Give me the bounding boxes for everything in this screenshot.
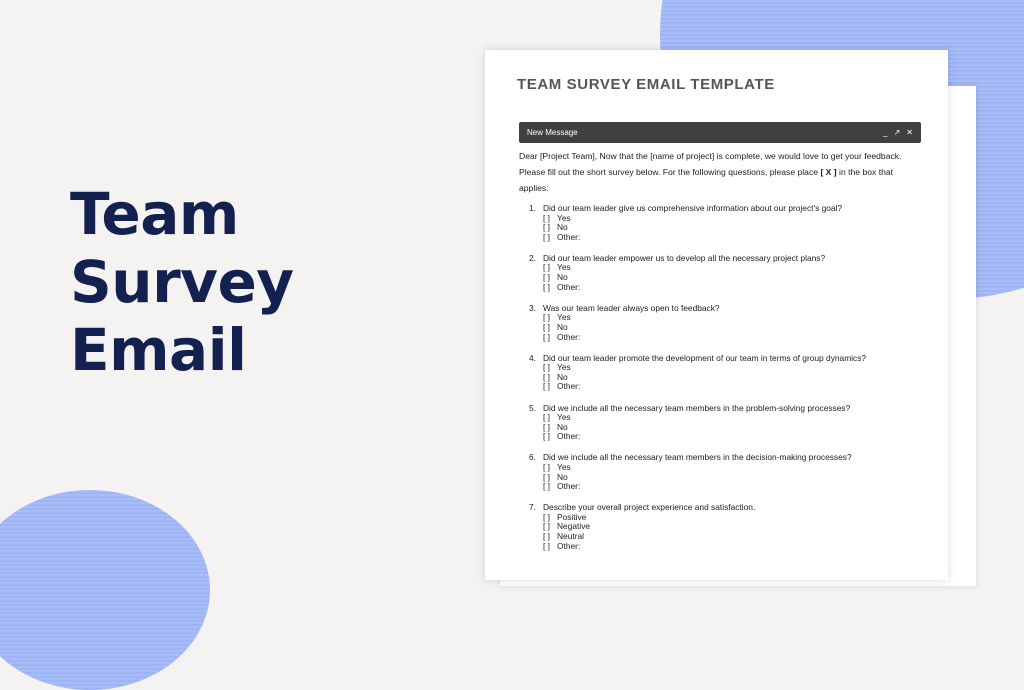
question-text: Did our team leader empower us to develop all the necessary project plans? bbox=[543, 252, 826, 263]
question-line bbox=[529, 204, 921, 214]
answer-option-list bbox=[529, 363, 921, 392]
question-text: Did our team leader give us comprehensive information about our project's goal? bbox=[543, 203, 843, 213]
survey-question bbox=[529, 503, 921, 551]
answer-option-list bbox=[529, 413, 921, 442]
answer-checkbox[interactable]: [ ] bbox=[543, 481, 550, 492]
answer-option[interactable] bbox=[543, 473, 921, 483]
answer-checkbox[interactable]: [ ] bbox=[543, 511, 550, 522]
answer-option[interactable] bbox=[543, 313, 921, 323]
email-body-intro[interactable] bbox=[519, 148, 923, 196]
compose-window-header[interactable] bbox=[519, 122, 921, 143]
answer-option-label: Other: bbox=[557, 331, 581, 342]
answer-option-label: No bbox=[557, 421, 568, 432]
answer-option-label: Other: bbox=[557, 231, 581, 242]
survey-question bbox=[529, 254, 921, 292]
answer-option-label: Yes bbox=[557, 212, 571, 223]
survey-question bbox=[529, 404, 921, 442]
answer-option[interactable] bbox=[543, 263, 921, 273]
answer-option-label: Positive bbox=[557, 511, 587, 522]
survey-question bbox=[529, 453, 921, 491]
answer-option-list bbox=[529, 313, 921, 342]
answer-option[interactable] bbox=[543, 413, 921, 423]
answer-checkbox[interactable]: [ ] bbox=[543, 412, 550, 423]
answer-option[interactable] bbox=[543, 513, 921, 523]
answer-checkbox[interactable]: [ ] bbox=[543, 262, 550, 273]
answer-option[interactable] bbox=[543, 432, 921, 442]
answer-checkbox[interactable]: [ ] bbox=[543, 212, 550, 223]
answer-option-label: Yes bbox=[557, 461, 571, 472]
answer-option-label: Yes bbox=[557, 262, 571, 273]
question-text: Was our team leader always open to feedback? bbox=[543, 302, 720, 313]
answer-option[interactable] bbox=[543, 373, 921, 383]
answer-option[interactable] bbox=[543, 382, 921, 392]
minimize-icon[interactable]: _ bbox=[883, 127, 888, 137]
answer-checkbox[interactable]: [ ] bbox=[543, 421, 550, 432]
expand-icon[interactable]: ↗ bbox=[893, 127, 901, 137]
intro-mark: [ X ] bbox=[820, 167, 837, 177]
answer-option-label: Other: bbox=[557, 481, 581, 492]
question-text: Did we include all the necessary team members in the problem-solving processes? bbox=[543, 402, 851, 413]
answer-checkbox[interactable]: [ ] bbox=[543, 461, 550, 472]
answer-checkbox[interactable]: [ ] bbox=[543, 331, 550, 342]
answer-checkbox[interactable]: [ ] bbox=[543, 312, 550, 323]
answer-checkbox[interactable]: [ ] bbox=[543, 321, 550, 332]
answer-checkbox[interactable]: [ ] bbox=[543, 471, 550, 482]
answer-option-label: Other: bbox=[557, 540, 581, 551]
question-line bbox=[529, 503, 921, 513]
document-page bbox=[485, 50, 948, 580]
answer-option-list bbox=[529, 263, 921, 292]
hero-title bbox=[70, 180, 294, 384]
hero-title-line: Survey bbox=[70, 248, 294, 316]
question-text: Did we include all the necessary team members in the decision-making processes? bbox=[543, 452, 852, 463]
answer-option-list bbox=[529, 214, 921, 243]
question-number: 3. bbox=[529, 302, 536, 313]
close-icon[interactable]: ✕ bbox=[906, 127, 913, 137]
question-number: 4. bbox=[529, 352, 536, 363]
answer-option-label: Yes bbox=[557, 312, 571, 323]
answer-option[interactable] bbox=[543, 233, 921, 243]
survey-question-list bbox=[529, 204, 921, 563]
answer-option[interactable] bbox=[543, 463, 921, 473]
answer-option-label: Yes bbox=[557, 362, 571, 373]
answer-option-label: No bbox=[557, 321, 568, 332]
decorative-blob-bottom bbox=[0, 490, 210, 690]
question-text: Did our team leader promote the development of our team in terms of group dynamics? bbox=[543, 352, 867, 363]
answer-option-label: Yes bbox=[557, 412, 571, 423]
answer-option[interactable] bbox=[543, 273, 921, 283]
answer-option[interactable] bbox=[543, 482, 921, 492]
question-number: 2. bbox=[529, 252, 536, 263]
answer-option[interactable] bbox=[543, 542, 921, 552]
question-line bbox=[529, 453, 921, 463]
survey-question bbox=[529, 354, 921, 392]
question-line bbox=[529, 254, 921, 264]
answer-option-label: No bbox=[557, 272, 568, 283]
answer-option-label: No bbox=[557, 222, 568, 233]
question-text: Describe your overall project experience and satisfaction. bbox=[543, 502, 756, 513]
compose-window-title: New Message bbox=[527, 128, 578, 137]
question-number: 6. bbox=[529, 452, 536, 463]
question-line bbox=[529, 304, 921, 314]
answer-option[interactable] bbox=[543, 323, 921, 333]
answer-checkbox[interactable]: [ ] bbox=[543, 272, 550, 283]
answer-option-label: No bbox=[557, 371, 568, 382]
answer-checkbox[interactable]: [ ] bbox=[543, 371, 550, 382]
answer-option-label: No bbox=[557, 471, 568, 482]
answer-option[interactable] bbox=[543, 283, 921, 293]
intro-text-end: in the box that applies: bbox=[519, 167, 894, 193]
intro-text: Dear [Project Team], Now that the [name of project] is complete, we would love to get your feedback. Please fill out the short survey below. For the following questions, please place bbox=[519, 151, 902, 177]
question-line bbox=[529, 354, 921, 364]
survey-question bbox=[529, 304, 921, 342]
question-number: 7. bbox=[529, 502, 536, 513]
answer-option-label: Other: bbox=[557, 381, 581, 392]
answer-checkbox[interactable]: [ ] bbox=[543, 381, 550, 392]
answer-checkbox[interactable]: [ ] bbox=[543, 431, 550, 442]
answer-option[interactable] bbox=[543, 214, 921, 224]
answer-option-label: Other: bbox=[557, 431, 581, 442]
answer-checkbox[interactable]: [ ] bbox=[543, 521, 550, 532]
document-title: TEAM SURVEY EMAIL TEMPLATE bbox=[517, 76, 775, 93]
answer-checkbox[interactable]: [ ] bbox=[543, 231, 550, 242]
answer-checkbox[interactable]: [ ] bbox=[543, 540, 550, 551]
answer-option[interactable] bbox=[543, 522, 921, 532]
question-line bbox=[529, 404, 921, 414]
answer-option[interactable] bbox=[543, 223, 921, 233]
question-number: 1. bbox=[529, 203, 536, 213]
answer-option[interactable] bbox=[543, 333, 921, 343]
answer-checkbox[interactable]: [ ] bbox=[543, 222, 550, 233]
answer-checkbox[interactable]: [ ] bbox=[543, 281, 550, 292]
compose-window-controls bbox=[883, 129, 913, 137]
answer-option-label: Neutral bbox=[557, 531, 584, 542]
answer-option[interactable] bbox=[543, 363, 921, 373]
answer-option-label: Other: bbox=[557, 281, 581, 292]
survey-question bbox=[529, 204, 921, 242]
answer-option-list bbox=[529, 463, 921, 492]
answer-option[interactable] bbox=[543, 532, 921, 542]
answer-checkbox[interactable]: [ ] bbox=[543, 362, 550, 373]
answer-option-list bbox=[529, 513, 921, 551]
answer-option-label: Negative bbox=[557, 521, 591, 532]
answer-checkbox[interactable]: [ ] bbox=[543, 531, 550, 542]
answer-option[interactable] bbox=[543, 423, 921, 433]
hero-title-line: Email bbox=[70, 316, 247, 384]
question-number: 5. bbox=[529, 402, 536, 413]
hero-title-line: Team bbox=[70, 180, 239, 248]
